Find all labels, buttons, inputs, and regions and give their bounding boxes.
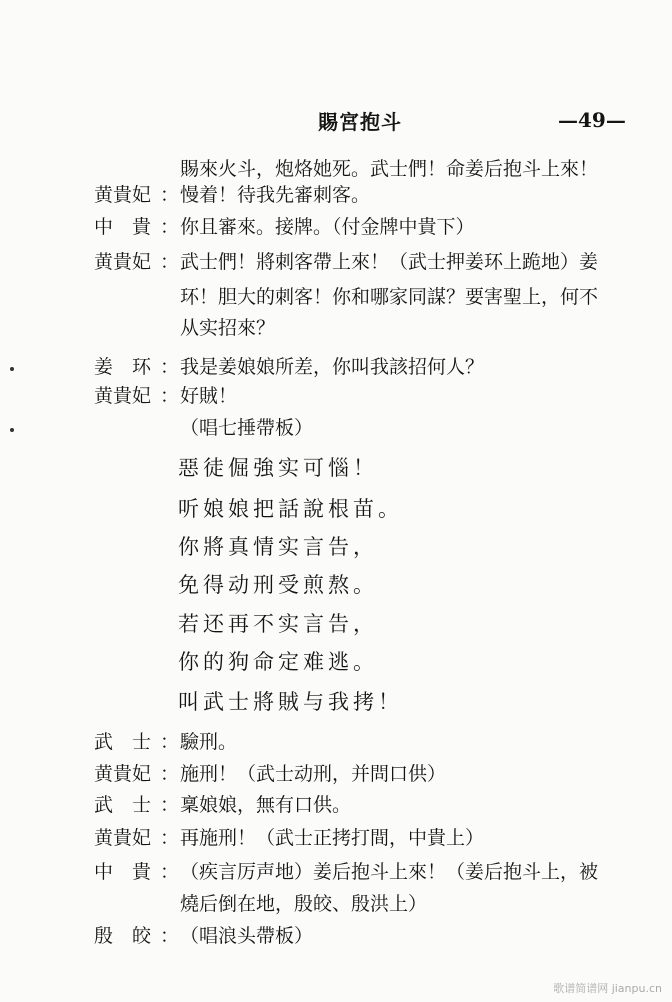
watermark: 歌谱简谱网 jianpu.cn [553, 982, 662, 995]
dialogue-line: 賜來火斗，炮烙她死。武士們！命姜后抱斗上來！ [180, 158, 599, 180]
scan-mark [10, 367, 14, 371]
dialogue-text: 再施刑！（武士正拷打間，中貴上） [180, 827, 485, 849]
verse-line: 你將真情实言告， [178, 535, 378, 559]
colon: ： [160, 184, 180, 206]
colon: ： [160, 251, 180, 273]
colon: ： [160, 861, 180, 883]
speaker-name: 黄貴妃 [94, 827, 152, 849]
dialogue-line: 环！胆大的刺客！你和哪家同謀？要害聖上，何不 [180, 286, 599, 308]
colon: ： [160, 794, 180, 816]
speaker-name: 黄貴妃 [94, 251, 152, 273]
colon: ： [160, 356, 180, 378]
page-number: —49— [558, 108, 626, 132]
dialogue-text: 好賊！ [180, 385, 238, 407]
stage-direction: （唱七捶帶板） [180, 417, 314, 439]
dialogue-text: （唱浪头帶板） [180, 925, 314, 947]
verse-line: 叫武士將賊与我拷！ [178, 690, 403, 714]
speaker-name: 姜 环 [94, 356, 152, 378]
speaker-name: 武 士 [94, 794, 152, 816]
speaker-name: 黄貴妃 [94, 763, 152, 785]
colon: ： [160, 763, 180, 785]
dialogue-text: （疾言厉声地）姜后抱斗上來！（姜后抱斗上，被 [180, 861, 599, 883]
dialogue-text: 武士們！將刺客帶上來！（武士押姜环上跪地）姜 [180, 251, 599, 273]
speaker-name: 黄貴妃 [94, 184, 152, 206]
dialogue-text: 施刑！（武士动刑，并問口供） [180, 763, 447, 785]
verse-line: 免得动刑受煎熬。 [178, 573, 378, 597]
dialogue-text: 你且審來。接牌。（付金牌中貴下） [180, 216, 475, 238]
colon: ： [160, 216, 180, 238]
dialogue-text: 慢着！待我先審刺客。 [180, 184, 371, 206]
verse-line: 若还再不实言告， [178, 612, 378, 636]
dialogue-text: 驗刑。 [180, 731, 238, 753]
scan-mark [10, 428, 14, 432]
speaker-name: 殷 皎 [94, 925, 152, 947]
speaker-name: 中 貴 [94, 861, 152, 883]
dialogue-text: 稟娘娘，無有口供。 [180, 794, 352, 816]
colon: ： [160, 925, 180, 947]
verse-line: 你的狗命定难逃。 [178, 650, 378, 674]
verse-line: 惡徒倔強实可惱！ [178, 456, 378, 480]
colon: ： [160, 731, 180, 753]
speaker-name: 武 士 [94, 731, 152, 753]
colon: ： [160, 385, 180, 407]
verse-line: 听娘娘把話說根苗。 [178, 497, 403, 521]
speaker-name: 中 貴 [94, 216, 152, 238]
dialogue-line: 燒后倒在地，殷皎、殷洪上） [180, 893, 428, 915]
dialogue-text: 我是姜娘娘所差，你叫我該招何人？ [180, 356, 485, 378]
page-title: 賜宮抱斗 [318, 110, 402, 134]
dialogue-line: 从实招來？ [180, 317, 276, 339]
speaker-name: 黄貴妃 [94, 385, 152, 407]
colon: ： [160, 827, 180, 849]
